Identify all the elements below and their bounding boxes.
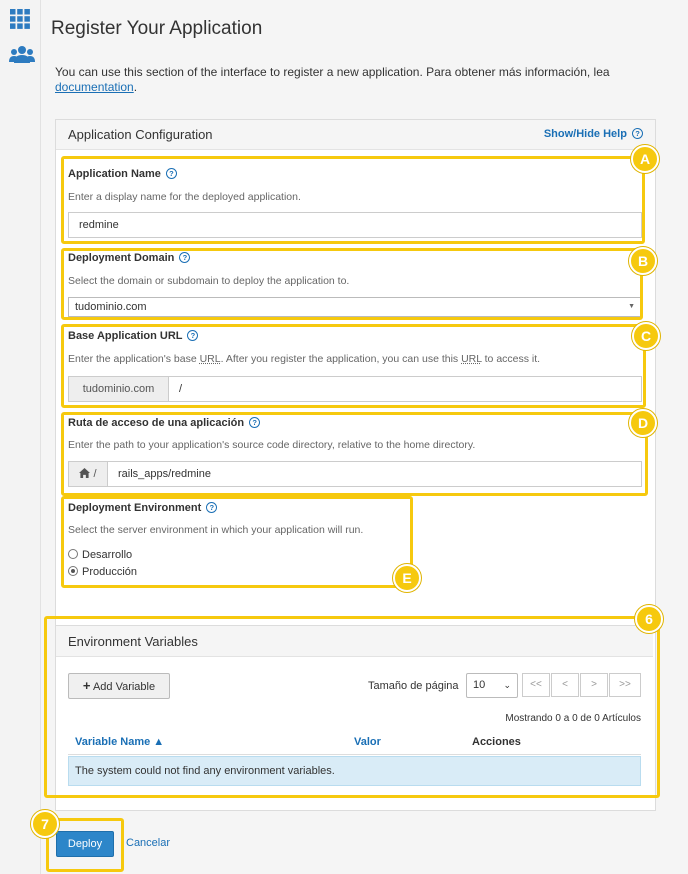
show-hide-help-link[interactable] <box>544 128 643 140</box>
pager-last-button[interactable]: >> <box>609 673 641 697</box>
home-icon <box>79 468 90 478</box>
app-name-input[interactable]: redmine <box>68 212 642 238</box>
radio-label: Producción <box>82 566 138 578</box>
url-abbr: URL <box>461 353 482 365</box>
col-actions: Acciones <box>472 736 521 748</box>
app-config-title: Application Configuration <box>68 127 213 142</box>
env-vars-header <box>56 626 653 657</box>
empty-table-message: The system could not find any environment variables. <box>68 756 641 786</box>
base-url-label <box>68 330 198 342</box>
pager-first-button[interactable]: << <box>522 673 550 697</box>
env-vars-panel <box>56 625 653 797</box>
add-variable-button[interactable] <box>68 673 170 699</box>
base-url-desc <box>68 353 540 365</box>
help-icon[interactable]: ? <box>179 252 190 263</box>
plus-icon: + <box>82 678 91 693</box>
app-config-panel <box>55 119 656 811</box>
base-url-desc-middle: . After you register the application, you can use this <box>220 353 459 365</box>
callout-badge-c: C <box>632 322 660 350</box>
callout-badge-b: B <box>629 247 657 275</box>
domain-label <box>68 252 190 264</box>
callout-badge-6: 6 <box>635 605 663 633</box>
app-name-label <box>68 168 177 180</box>
env-vars-title: Environment Variables <box>68 634 198 649</box>
help-icon[interactable]: ? <box>249 417 260 428</box>
domain-selected-value: tudominio.com <box>75 301 147 313</box>
col-value[interactable]: Valor <box>354 736 381 748</box>
callout-badge-a: A <box>631 145 659 173</box>
callout-badge-d: D <box>629 409 657 437</box>
page-size-value: 10 <box>473 679 486 691</box>
intro-text <box>55 65 675 95</box>
page-size-select[interactable] <box>466 673 518 698</box>
callout-badge-7: 7 <box>31 810 59 838</box>
users-icon[interactable] <box>9 44 33 66</box>
url-abbr: URL <box>199 353 221 365</box>
domain-select[interactable] <box>68 297 642 317</box>
documentation-link[interactable]: documentation <box>55 80 134 94</box>
help-link-label: Show/Hide Help <box>543 128 627 140</box>
page-title: Register Your Application <box>51 18 263 39</box>
app-name-desc: Enter a display name for the deployed application. <box>68 191 301 203</box>
environment-label <box>68 502 217 514</box>
base-url-desc-suffix: to access it. <box>484 353 541 365</box>
grid-icon[interactable] <box>9 8 33 30</box>
home-path-prefix <box>68 461 108 487</box>
col-variable-name[interactable]: Variable Name ▲ <box>75 736 165 748</box>
add-variable-label: Add Variable <box>92 681 156 693</box>
base-url-input[interactable]: / <box>168 376 642 402</box>
dropdown-caret-icon: ⌄ <box>503 680 511 690</box>
app-path-input[interactable]: rails_apps/redmine <box>107 461 642 487</box>
deploy-button[interactable]: Deploy <box>56 831 114 857</box>
page-size-label: Tamaño de página <box>368 680 459 692</box>
radio-label: Desarrollo <box>82 549 133 561</box>
help-icon[interactable]: ? <box>166 168 177 179</box>
main-content <box>41 0 688 874</box>
environment-label-text: Deployment Environment <box>68 502 202 514</box>
radio-circle-icon <box>68 549 78 559</box>
radio-produccion[interactable] <box>68 566 137 578</box>
app-path-label-text: Ruta de acceso de una aplicación <box>68 417 245 429</box>
app-config-header <box>56 120 655 150</box>
pager-prev-button[interactable]: < <box>551 673 579 697</box>
app-name-label-text: Application Name <box>68 168 161 180</box>
pager-next-button[interactable]: > <box>580 673 608 697</box>
app-path-label <box>68 417 260 429</box>
showing-count: Mostrando 0 a 0 de 0 Artículos <box>505 713 641 724</box>
domain-desc: Select the domain or subdomain to deploy the application to. <box>68 275 350 287</box>
callout-badge-e: E <box>393 564 421 592</box>
base-url-label-text: Base Application URL <box>68 330 183 342</box>
intro-sentence: You can use this section of the interface to register a new application. Para obtener más información, lea <box>55 65 610 79</box>
cancel-link[interactable]: Cancelar <box>126 837 171 849</box>
help-icon: ? <box>632 128 643 139</box>
intro-end: . <box>133 80 138 94</box>
environment-desc: Select the server environment in which your application will run. <box>68 524 364 536</box>
base-url-domain-prefix: tudominio.com <box>68 376 169 402</box>
domain-label-text: Deployment Domain <box>68 252 175 264</box>
help-icon[interactable]: ? <box>206 502 217 513</box>
help-icon[interactable]: ? <box>187 330 198 341</box>
app-path-desc: Enter the path to your application's source code directory, relative to the home directory. <box>68 439 476 451</box>
table-divider <box>68 754 641 755</box>
radio-desarrollo[interactable] <box>68 549 132 561</box>
home-path-slash: / <box>93 468 97 480</box>
sidebar <box>0 0 41 874</box>
dropdown-caret-icon: ▼ <box>628 303 635 310</box>
base-url-desc-prefix: Enter the application's base <box>68 353 197 365</box>
radio-selected-icon <box>68 566 78 576</box>
